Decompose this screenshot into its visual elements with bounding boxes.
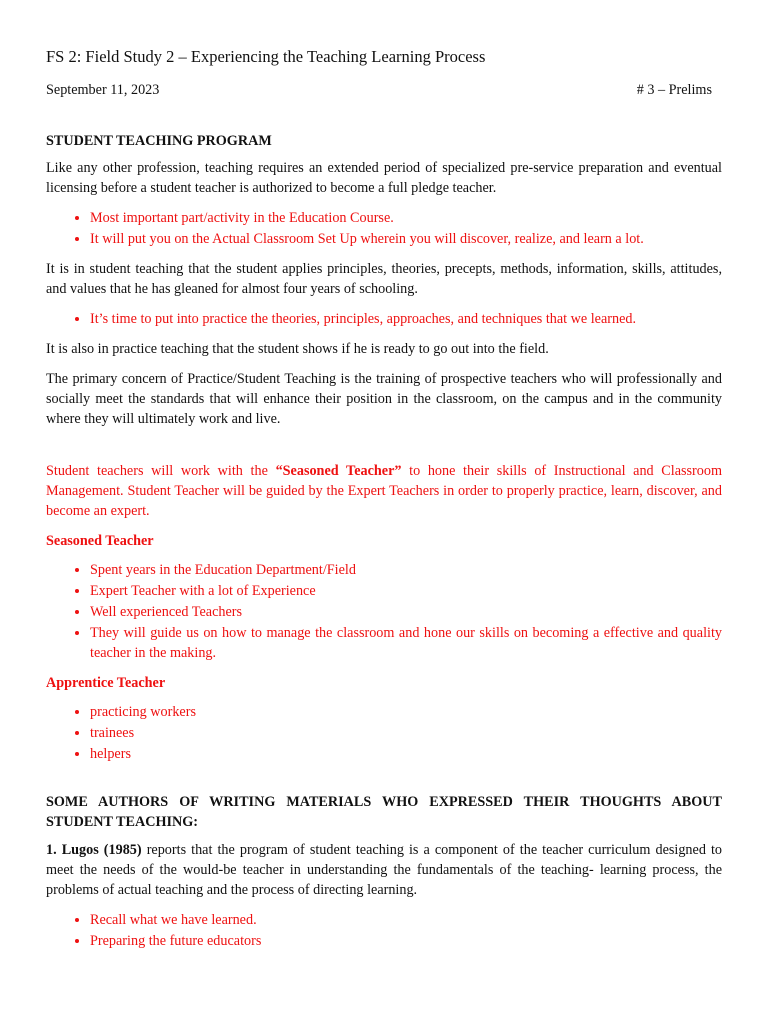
seasoned-intro-before: Student teachers will work with the xyxy=(46,463,276,479)
list-item: • helpers xyxy=(90,744,722,764)
paragraph-lugos xyxy=(46,840,722,900)
paragraph-seasoned-intro xyxy=(46,461,722,521)
list-item: • They will guide us on how to manage the classroom and hone our skills on becoming a effective and quality teacher in the making. xyxy=(90,623,722,663)
section-heading-student-teaching: STUDENT TEACHING PROGRAM xyxy=(46,133,272,149)
lugos-text: reports that the program of student teaching is a component of the teacher curriculum designed to meet the needs of the would-be teacher in understanding the fundamentals of the teaching- learning process, the problems of actual teaching and the process of directing learning. xyxy=(46,842,722,898)
spacer xyxy=(46,439,722,461)
list-item: • Expert Teacher with a lot of Experience xyxy=(90,581,722,601)
bullet-list-course xyxy=(46,208,722,249)
bullet-list-seasoned xyxy=(46,560,722,663)
list-item: • Preparing the future educators xyxy=(90,931,722,951)
lugos-citation: 1. Lugos (1985) xyxy=(46,842,142,858)
section-heading-authors: SOME AUTHORS OF WRITING MATERIALS WHO EXPRESSED THEIR THOUGHTS ABOUT STUDENT TEACHING: xyxy=(46,794,722,830)
seasoned-intro-after: to hone their skills of Instructional and Classroom Management. Student Teacher will be guided by the Expert Teachers in order to properly practice, learn, discover, and become an expert. xyxy=(46,463,723,519)
subheading-seasoned-teacher: Seasoned Teacher xyxy=(46,533,154,549)
list-item: • It’s time to put into practice the theories, principles, approaches, and techniques that we learned. xyxy=(90,309,722,329)
subheading-apprentice-teacher: Apprentice Teacher xyxy=(46,675,166,691)
list-item: • Most important part/activity in the Education Course. xyxy=(90,208,722,228)
list-item: • It will put you on the Actual Classroom Set Up wherein you will discover, realize, and learn a lot. xyxy=(90,229,722,249)
document-title: FS 2: Field Study 2 – Experiencing the Teaching Learning Process xyxy=(46,47,486,66)
paragraph-ready-field: It is also in practice teaching that the student shows if he is ready to go out into the field. xyxy=(46,341,549,357)
bullet-list-lugos xyxy=(46,910,722,951)
paragraph-primary-concern: The primary concern of Practice/Student Teaching is the training of prospective teachers who will professionally and socially meet the standards that will enhance their position in the classroom, on the campus and in the community where they will ultimately work and live. xyxy=(46,371,722,427)
list-item: • trainees xyxy=(90,723,722,743)
paragraph-profession: Like any other profession, teaching requires an extended period of specialized pre-service preparation and eventual licensing before a student teacher is authorized to become a full pledge teacher. xyxy=(46,160,722,196)
spacer xyxy=(46,774,722,792)
list-item: • Recall what we have learned. xyxy=(90,910,722,930)
document-date: September 11, 2023 xyxy=(46,82,160,98)
paragraph-applies-principles: It is in student teaching that the student applies principles, theories, precepts, methods, information, skills, attitudes, and values that he has gleaned for almost four years of schooling. xyxy=(46,261,722,297)
seasoned-intro-bold: “Seasoned Teacher” xyxy=(275,463,402,479)
document-number: # 3 – Prelims xyxy=(636,82,712,98)
document-meta xyxy=(46,80,722,100)
list-item: • Spent years in the Education Department/Field xyxy=(90,560,722,580)
list-item: • Well experienced Teachers xyxy=(90,602,722,622)
bullet-list-apprentice xyxy=(46,702,722,764)
bullet-list-practice xyxy=(46,309,722,329)
list-item: • practicing workers xyxy=(90,702,722,722)
